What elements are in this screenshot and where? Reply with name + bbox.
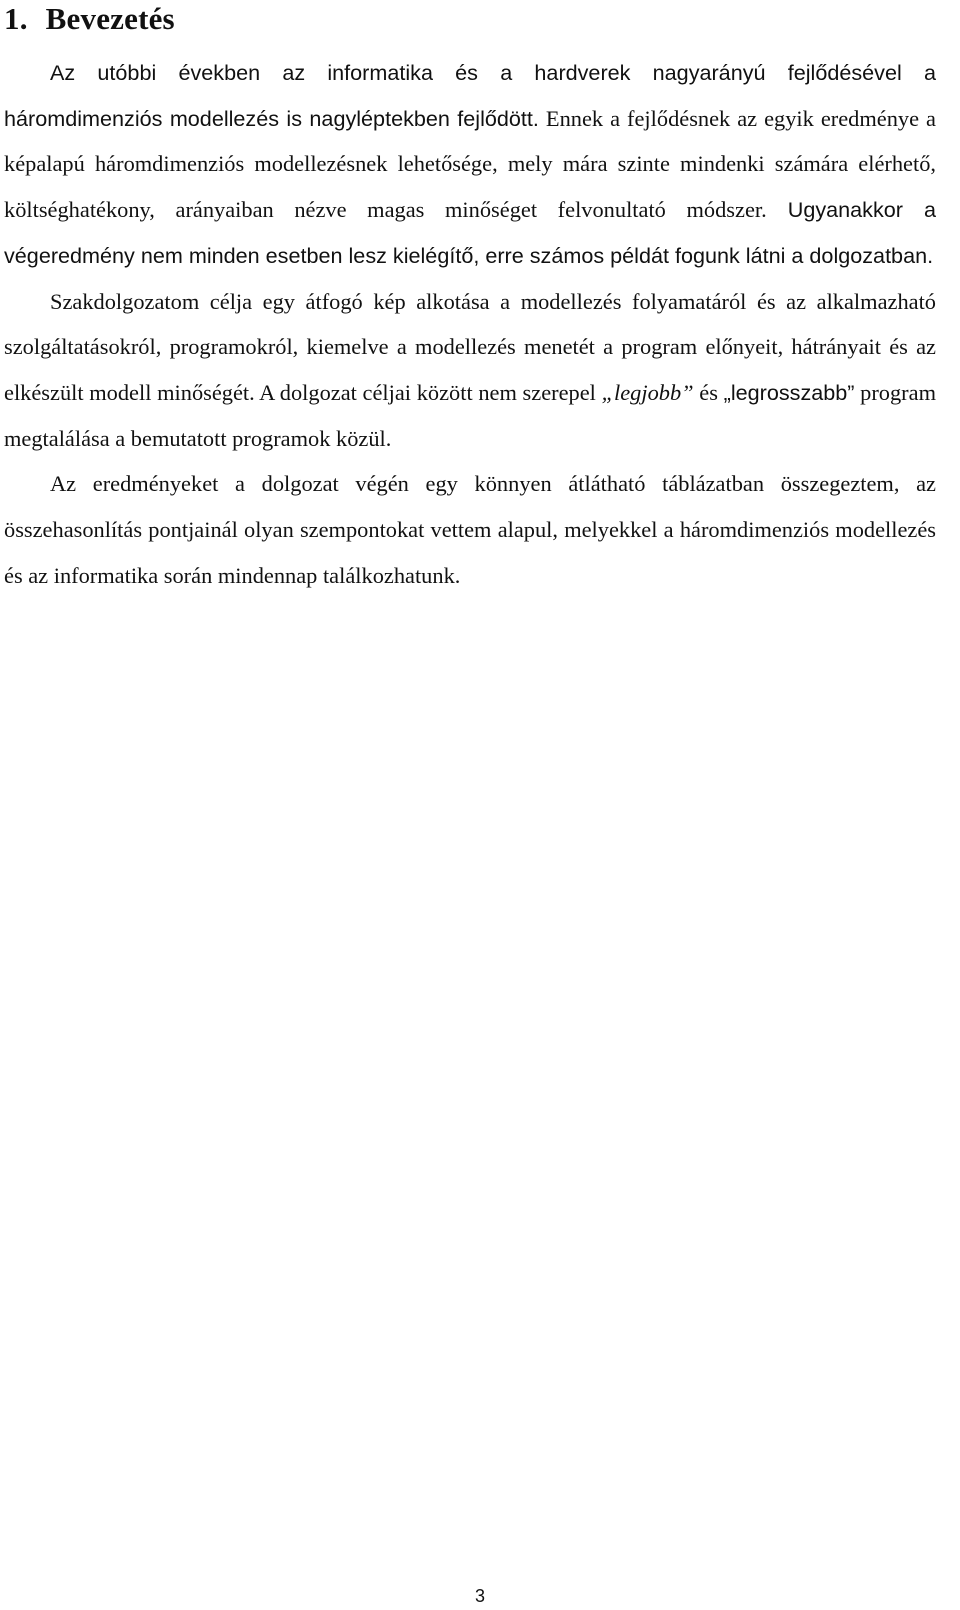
- quoted-term-best: „legjobb”: [601, 379, 694, 405]
- intro-paragraph-2: [4, 279, 936, 462]
- quoted-term-worst: „legrosszabb”: [723, 379, 855, 405]
- paragraph-2-connector: és: [693, 379, 724, 405]
- paragraph-3-text: Az eredményeket a dolgozat végén egy könnyen átlátható táblázatban összegeztem, az összehasonlítás pontjainál olyan szempontokat vettem alapul, melyekkel a háromdimenziós modellezés és az informatika során mindennap találkozhatunk.: [4, 471, 936, 588]
- page-number: 3: [474, 1586, 485, 1606]
- chapter-heading: [4, 0, 936, 38]
- paragraph-1-sentence-2: Ennek a fejlődésnek az egyik eredménye a képalapú háromdimenziós modellezésnek lehetősége, mely mára szinte mindenki számára elérhető, költséghatékony, arányaiban nézve magas minőséget felvonultató módszer.: [4, 105, 936, 223]
- intro-paragraph-3: [4, 461, 936, 598]
- paragraph-2-text-1: Szakdolgozatom célja egy átfogó kép alkotása a modellezés folyamatáról és az alkalmazható szolgáltatásokról, programokról, kiemelve a modellezés menetét a program előnyeit, hátrányait és az elkészült modell minőségét. A dolgozat céljai között nem szerepel: [4, 288, 936, 405]
- chapter-title: Bevezetés: [45, 1, 175, 36]
- paragraph-1-sentence-3: Ugyanakkor a végeredmény nem minden esetben lesz kielégítő, erre számos példát fogunk látni a dolgozatban.: [4, 197, 936, 268]
- intro-paragraph-1: [4, 50, 936, 279]
- paragraph-2-text-2: program megtalálása a bemutatott programok közül.: [4, 379, 936, 451]
- document-page: [4, 0, 936, 598]
- paragraph-1-sentence-1: Az utóbbi években az informatika és a hardverek nagyarányú fejlődésével a háromdimenziós modellezés is nagyléptekben fejlődött.: [4, 60, 936, 131]
- chapter-number: 1.: [4, 1, 28, 36]
